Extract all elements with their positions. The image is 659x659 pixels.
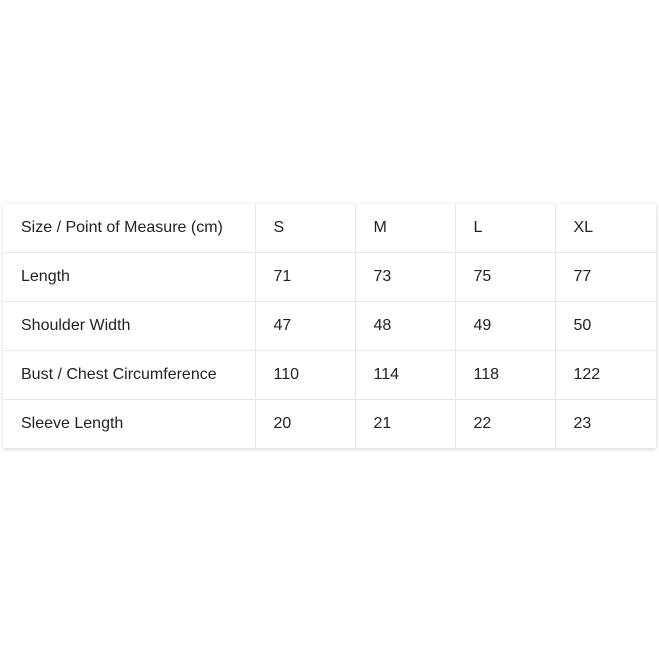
header-size-xl: XL [555,204,656,253]
header-point-of-measure: Size / Point of Measure (cm) [3,204,255,253]
table-cell: 114 [355,351,455,400]
table-cell: 21 [355,400,455,449]
table-cell: 48 [355,302,455,351]
table-cell: 50 [555,302,656,351]
table-cell: 122 [555,351,656,400]
table-cell: 49 [455,302,555,351]
size-chart [3,204,656,448]
header-size-l: L [455,204,555,253]
table-cell: 20 [255,400,355,449]
table-cell: 22 [455,400,555,449]
table-header-row [3,204,656,253]
table-cell: 77 [555,253,656,302]
table-cell: 47 [255,302,355,351]
header-size-m: M [355,204,455,253]
row-label: Length [3,253,255,302]
row-label: Sleeve Length [3,400,255,449]
row-label: Bust / Chest Circumference [3,351,255,400]
size-table [3,204,656,448]
table-cell: 23 [573,415,592,432]
table-cell: 110 [255,351,355,400]
table-row [3,400,656,449]
header-size-s: S [255,204,355,253]
row-label: Shoulder Width [3,302,255,351]
table-cell: 73 [355,253,455,302]
table-row [3,253,656,302]
table-row [3,351,656,400]
table-row [3,302,656,351]
table-cell: 118 [455,351,555,400]
table-cell: 71 [255,253,355,302]
table-cell: 75 [455,253,555,302]
